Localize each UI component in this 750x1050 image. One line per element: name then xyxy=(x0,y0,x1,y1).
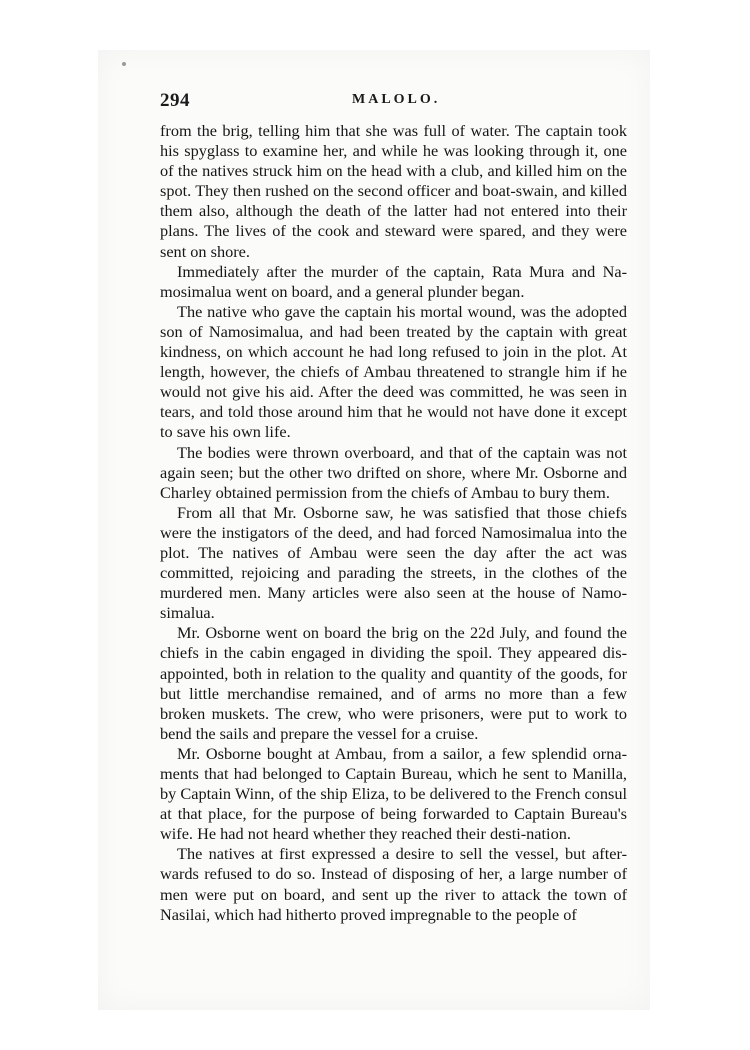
page-number: 294 xyxy=(160,90,190,111)
paragraph: From all that Mr. Osborne saw, he was satisfied that those chiefs were the instigators of the deed, and had forced Namosimalua into the plot. The natives of Ambau were seen the day after the act was committed, rejoicing and parading the streets, in the clothes of the murdered men. Many articles were also seen at the house of Namo-simalua. xyxy=(160,502,627,623)
paragraph: The native who gave the captain his mortal wound, was the adopted son of Namosimalua, and had been treated by the captain with great kindness, on which account he had long refused to join in the plot. At length, however, the chiefs of Ambau threatened to strangle him if he would not give his aid. After the deed was committed, he was seen in tears, and told those around him that he would not have done it except to save his own life. xyxy=(160,301,627,442)
paragraph: Immediately after the murder of the captain, Rata Mura and Na-mosimalua went on board, and a general plunder began. xyxy=(160,261,627,301)
paragraph: Mr. Osborne bought at Ambau, from a sailor, a few splendid orna-ments that had belonged to Captain Bureau, which he sent to Manilla, by Captain Winn, of the ship Eliza, to be delivered to the French consul at that place, for the purpose of being forwarded to Captain Bureau's wife. He had not heard whether they reached their desti-nation. xyxy=(160,743,627,844)
paragraph: from the brig, telling him that she was full of water. The captain took his spyglass to examine her, and while he was looking through it, one of the natives struck him on the head with a club, and killed him on the spot. They then rushed on the second officer and boat-swain, and killed them also, although the death of the latter had not entered into their plans. The lives of the cook and steward were spared, and they were sent on shore. xyxy=(160,121,627,261)
paragraph: The natives at first expressed a desire to sell the vessel, but after-wards refused to do so. Instead of disposing of her, a large number of men were put on board, and sent up the river to attack the town of Nasilai, which had hitherto proved impregnable to the people of xyxy=(160,844,627,924)
running-head: MALOLO. xyxy=(352,92,441,107)
paper-speck xyxy=(122,62,126,66)
paragraph: The bodies were thrown overboard, and that of the captain was not again seen; but the other two drifted on shore, where Mr. Osborne and Charley obtained permission from the chiefs of Ambau to bury them. xyxy=(160,442,627,502)
page-header xyxy=(160,90,620,114)
body-text xyxy=(160,121,627,925)
paragraph: Mr. Osborne went on board the brig on the 22d July, and found the chiefs in the cabin engaged in dividing the spoil. They appeared dis-appointed, both in relation to the quality and quantity of the goods, for but little merchandise remained, and of arms no more than a few broken muskets. The crew, who were prisoners, were put to work to bend the sails and prepare the vessel for a cruise. xyxy=(160,623,627,743)
